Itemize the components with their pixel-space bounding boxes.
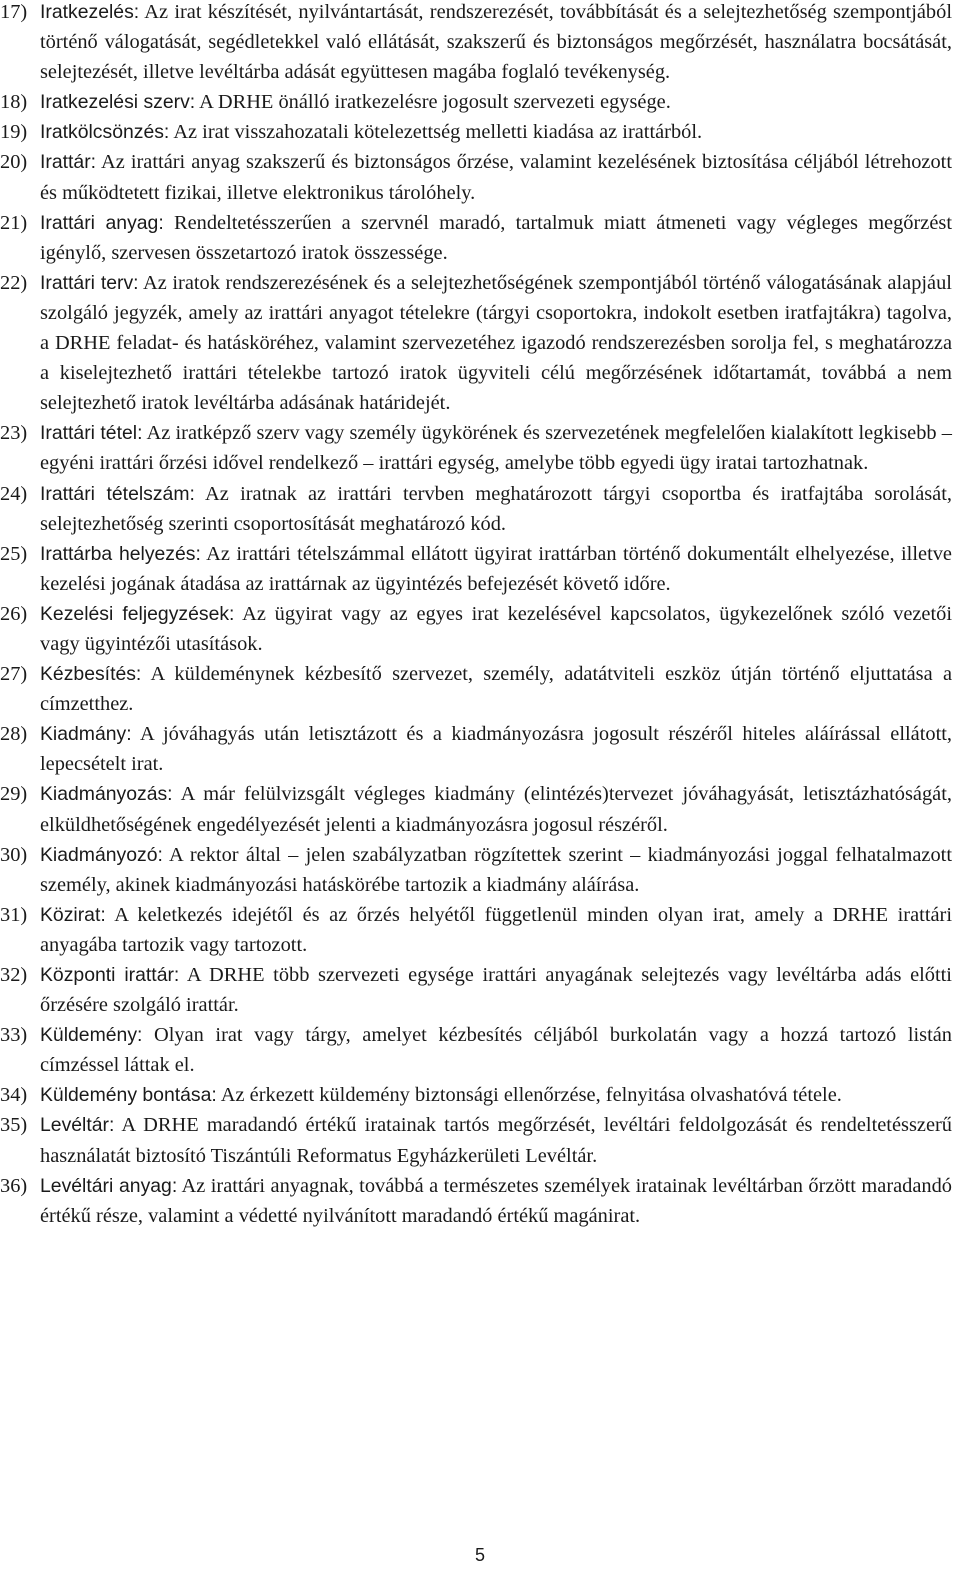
definition-text: Az iratképző szerv vagy személy ügykörének és szervezetének megfelelően kialakított legkisebb – egyéni irattári őrzési idővel rendelkező – irattári egység, amelybe több egyedi ügy iratai tartozhatnak. xyxy=(40,422,952,475)
definition-body xyxy=(40,539,952,599)
definition-text: A jóváhagyás után letisztázott és a kiadmányozásra jogosult részéről hiteles aláírással ellátott, lepecsételt irat. xyxy=(40,723,952,776)
definition-text: Az iratok rendszerezésének és a selejtezhetőségének szempontjából történő válogatásának alapjául szolgáló jegyzék, amely az irattári anyagot tételekre (tárgyi csoportokra, indokolt esetben iratfajtákra) tagolva, a DRHE feladat- és hatásköréhez, valamint szervezetéhez igazodó rendszerezésben sorolja fel, s meghatározza a kiselejtezhető irattári tételekbe tartozó iratok ügyviteli célú megőrzésének időtartamát, továbbá a nem selejtezhető iratok levéltárba adásának határidejét. xyxy=(40,271,952,415)
definition-item xyxy=(0,479,952,539)
definition-item xyxy=(0,539,952,599)
definition-term: Irattári tételszám: xyxy=(40,482,195,505)
definition-number: 31) xyxy=(0,903,28,926)
definition-item xyxy=(0,117,952,147)
definition-number: 25) xyxy=(0,542,28,565)
definition-text: Az irattári anyag szakszerű és biztonságos őrzése, valamint kezelésének biztosítása céljából létrehozott és működtetett fizikai, illetve elektronikus tárolóhely. xyxy=(40,151,952,204)
definition-text: A már felülvizsgált végleges kiadmány (elintézés)tervezet jóváhagyását, letisztázhatóságát, elküldhetőségének engedélyezését jelenti a kiadmányozásra jogosul részéről. xyxy=(40,783,952,836)
page-number: 5 xyxy=(474,1545,485,1565)
definition-number: 34) xyxy=(0,1084,28,1107)
definition-item xyxy=(0,147,952,207)
definition-body xyxy=(40,1171,952,1231)
definition-body xyxy=(40,1020,952,1080)
definition-body xyxy=(40,900,952,960)
definition-body xyxy=(40,719,952,779)
definition-body xyxy=(40,599,952,659)
definition-item xyxy=(0,1080,952,1110)
definition-term: Küldemény: xyxy=(40,1024,143,1047)
definition-number: 17) xyxy=(0,1,28,23)
definition-text: A küldeménynek kézbesítő szervezet, személy, adatátviteli eszköz útján történő eljuttatása a címzetthez. xyxy=(40,663,952,716)
definition-term: Kezelési feljegyzések: xyxy=(40,602,235,625)
definition-item xyxy=(0,840,952,900)
definition-item xyxy=(0,1110,952,1170)
definition-item xyxy=(0,418,952,478)
definition-text: A DRHE maradandó értékű iratainak tartós megőrzését, levéltári feldolgozását és rendeltetésszerű használatát biztosító Tiszántúli Reformatus Egyházkerületi Levéltár. xyxy=(40,1114,952,1167)
definition-body xyxy=(40,147,952,207)
definition-term: Irattárba helyezés: xyxy=(40,542,201,565)
definition-number: 32) xyxy=(0,964,28,986)
definition-term: Iratkezelés: xyxy=(40,1,140,23)
definition-term: Iratkezelési szerv: xyxy=(40,91,196,114)
definition-text: Rendeltetésszerűen a szervnél maradó, tartalmuk miatt átmeneti vagy végleges megőrzést igénylő, szervesen összetartozó iratok összessége. xyxy=(40,211,952,264)
definition-body xyxy=(40,659,952,719)
definition-number: 19) xyxy=(0,121,28,144)
definition-item xyxy=(0,268,952,418)
definition-body xyxy=(40,1080,952,1110)
definition-number: 29) xyxy=(0,783,28,806)
definition-number: 26) xyxy=(0,602,28,625)
definition-item xyxy=(0,659,952,719)
definition-item xyxy=(0,599,952,659)
definition-body xyxy=(40,87,952,117)
definition-item xyxy=(0,0,952,87)
definition-term: Központi irattár: xyxy=(40,964,180,986)
definition-term: Kiadmány: xyxy=(40,723,132,746)
definition-text: Az irat visszahozatali kötelezettség melletti kiadása az irattárból. xyxy=(173,121,703,144)
definition-number: 30) xyxy=(0,843,28,866)
definition-item xyxy=(0,87,952,117)
definition-item xyxy=(0,1171,952,1231)
definition-number: 33) xyxy=(0,1024,28,1047)
definition-item xyxy=(0,208,952,268)
definition-body xyxy=(40,268,952,418)
definition-text: Az ügyirat vagy az egyes irat kezelésével kapcsolatos, ügykezelőnek szóló vezetői vagy ügyintézői utasítások. xyxy=(40,602,952,655)
definition-term: Irattári tétel: xyxy=(40,422,143,445)
definition-body xyxy=(40,840,952,900)
definition-text: Az irat készítését, nyilvántartását, rendszerezését, továbbítását és a selejtezhetőség szempontjából történő válogatását, segédletekkel való ellátását, szakszerű és biztonságos megőrzését, használatra bocsátását, selejtezését, illetve levéltárba adását együttesen magába foglaló tevékenység. xyxy=(40,1,952,84)
definition-term: Levéltár: xyxy=(40,1114,115,1137)
definition-text: Az irattári anyagnak, továbbá a természetes személyek iratainak levéltárban őrzött maradandó értékű része, valamint a védetté nyilvánított maradandó értékű magánirat. xyxy=(40,1174,952,1227)
definition-text: Olyan irat vagy tárgy, amelyet kézbesítés céljából burkolatán vagy a hozzá tartozó listán címzéssel láttak el. xyxy=(40,1024,952,1077)
definition-item xyxy=(0,900,952,960)
definition-text: Az irattári tételszámmal ellátott ügyirat irattárban történő dokumentált elhelyezése, illetve kezelési jogának átadása az irattárnak az ügyintézés befejezését követő időre. xyxy=(40,542,952,595)
definition-number: 24) xyxy=(0,482,28,505)
definition-text: A keletkezés idejétől és az őrzés helyétől függetlenül minden olyan irat, amely a DRHE irattári anyagába tartozik vagy tartozott. xyxy=(40,903,952,956)
definition-number: 35) xyxy=(0,1114,28,1137)
definition-body xyxy=(40,208,952,268)
definition-item xyxy=(0,960,952,1020)
definition-body xyxy=(40,0,952,87)
definition-term: Kézbesítés: xyxy=(40,663,142,686)
definition-item xyxy=(0,1020,952,1080)
definition-number: 18) xyxy=(0,91,28,114)
definition-term: Közirat: xyxy=(40,903,106,926)
definition-item xyxy=(0,719,952,779)
definition-text: A DRHE önálló iratkezelésre jogosult szervezeti egysége. xyxy=(199,91,671,114)
definition-body xyxy=(40,960,952,1020)
definition-text: Az érkezett küldemény biztonsági ellenőrzése, felnyitása olvashatóvá tétele. xyxy=(220,1084,842,1107)
definition-number: 22) xyxy=(0,271,28,294)
definition-item xyxy=(0,779,952,839)
definition-term: Kiadmányozó: xyxy=(40,843,163,866)
definition-text: A rektor által – jelen szabályzatban rögzítettek szerint – kiadmányozási joggal felhatalmazott személy, akinek kiadmányozási hatáskörébe tartozik a kiadmány aláírása. xyxy=(40,843,952,896)
definition-number: 23) xyxy=(0,422,28,445)
definition-body xyxy=(40,479,952,539)
definition-body xyxy=(40,779,952,839)
definition-term: Iratkölcsönzés: xyxy=(40,121,170,144)
definition-body xyxy=(40,1110,952,1170)
definition-term: Kiadmányozás: xyxy=(40,783,173,806)
definition-number: 28) xyxy=(0,723,28,746)
definition-number: 20) xyxy=(0,151,28,174)
definition-term: Irattár: xyxy=(40,151,97,174)
definition-text: Az iratnak az irattári tervben meghatározott tárgyi csoportba és iratfajtába sorolását, selejtezhetőség szerinti csoportosítását meghatározó kód. xyxy=(40,482,952,535)
definition-number: 27) xyxy=(0,663,28,686)
definition-term: Irattári terv: xyxy=(40,271,139,294)
definition-term: Irattári anyag: xyxy=(40,211,164,234)
definition-number: 36) xyxy=(0,1174,28,1197)
definition-number: 21) xyxy=(0,211,28,234)
definition-term: Levéltári anyag: xyxy=(40,1174,178,1197)
definition-text: A DRHE több szervezeti egysége irattári anyagának selejtezés vagy levéltárba adás előtti őrzésére szolgáló irattár. xyxy=(40,964,952,1017)
definition-term: Küldemény bontása: xyxy=(40,1084,217,1107)
definition-body xyxy=(40,418,952,478)
definition-body xyxy=(40,117,952,147)
